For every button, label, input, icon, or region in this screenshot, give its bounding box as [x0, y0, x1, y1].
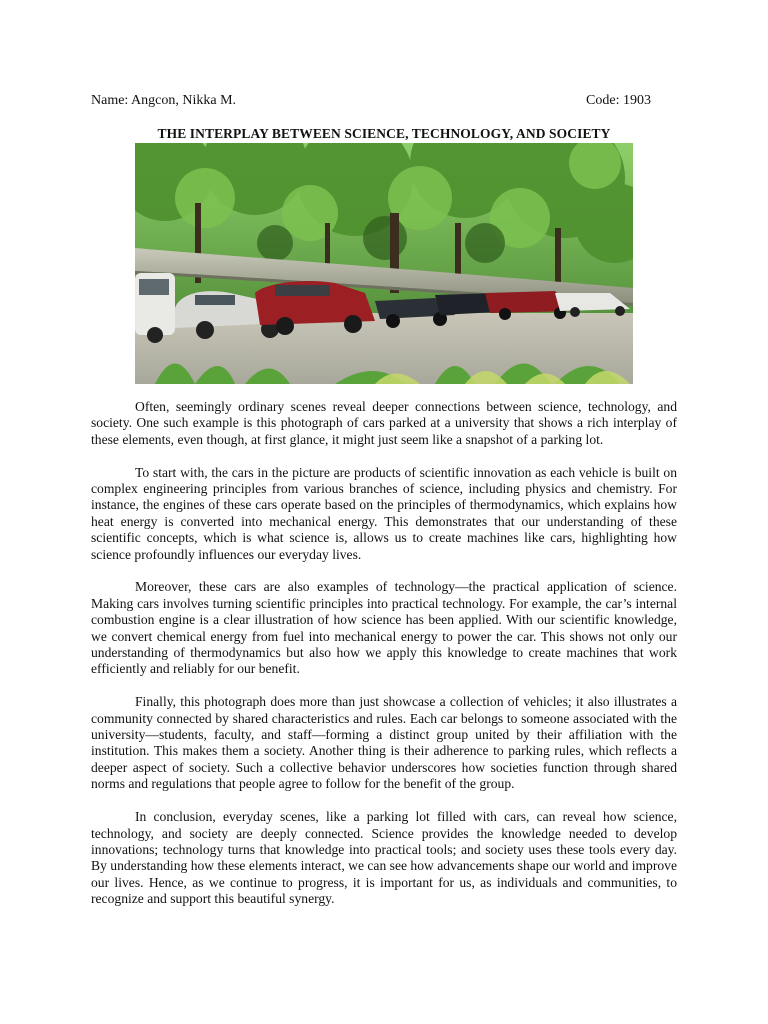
parking-lot-photo-graphic	[135, 143, 633, 384]
header-line	[91, 93, 651, 109]
paragraph-society: Finally, this photograph does more than just showcase a collection of vehicles; it also illustrates a community connected by shared characteristics and rules. Each car belongs to someone associated with the university—students, faculty, and staff—forming a distinct group united by their affiliation with the institution. This makes them a society. Another thing is their adherence to parking rules, which reflects a deeper aspect of society. Such a collective behavior underscores how societies function through shared norms and regulations that people agree to follow for the benefit of the group.	[91, 694, 677, 792]
paragraph-conclusion: In conclusion, everyday scenes, like a parking lot filled with cars, can reveal how science, technology, and society are deeply connected. Science provides the knowledge needed to develop innovations; technology turns that knowledge into practical tools; and society uses these tools every day. By understanding how these elements interact, we can see how advancements shape our world and improve our lives. Hence, as we continue to progress, it is important for us, as individuals and communities, to recognize and support this beautiful synergy.	[91, 809, 677, 907]
paragraph-intro: Often, seemingly ordinary scenes reveal deeper connections between science, technology, and society. One such example is this photograph of cars parked at a university that shows a rich interplay of these elements, even though, at first glance, it might just seem like a snapshot of a parking lot.	[91, 399, 677, 447]
essay-title: THE INTERPLAY BETWEEN SCIENCE, TECHNOLOGY, AND SOCIETY	[157, 126, 611, 141]
parking-lot-photo	[135, 143, 633, 384]
student-code: Code: 1903	[586, 93, 651, 108]
paragraph-science: To start with, the cars in the picture are products of scientific innovation as each vehicle is built on complex engineering principles from various branches of science, including physics and chemistry. For instance, the engines of these cars operate based on the principles of thermodynamics, which explains how heat energy is converted into mechanical energy. This demonstrates that our understanding of these scientific concepts, which is what science is, allows us to create machines like cars, highlighting how science profoundly influences our everyday lives.	[91, 464, 677, 562]
paragraph-technology: Moreover, these cars are also examples of technology—the practical application of science. Making cars involves turning scientific principles into practical technology. For example, the car’s internal combustion engine is a clear illustration of how science has been applied. With our scientific knowledge, we convert chemical energy from fuel into mechanical energy to power the car. This shows not only our understanding of thermodynamics but also how we apply this knowledge to create machines that work efficiently and reliably for our benefit.	[91, 579, 677, 677]
student-name: Name: Angcon, Nikka M.	[91, 93, 237, 108]
essay-body	[91, 399, 677, 924]
